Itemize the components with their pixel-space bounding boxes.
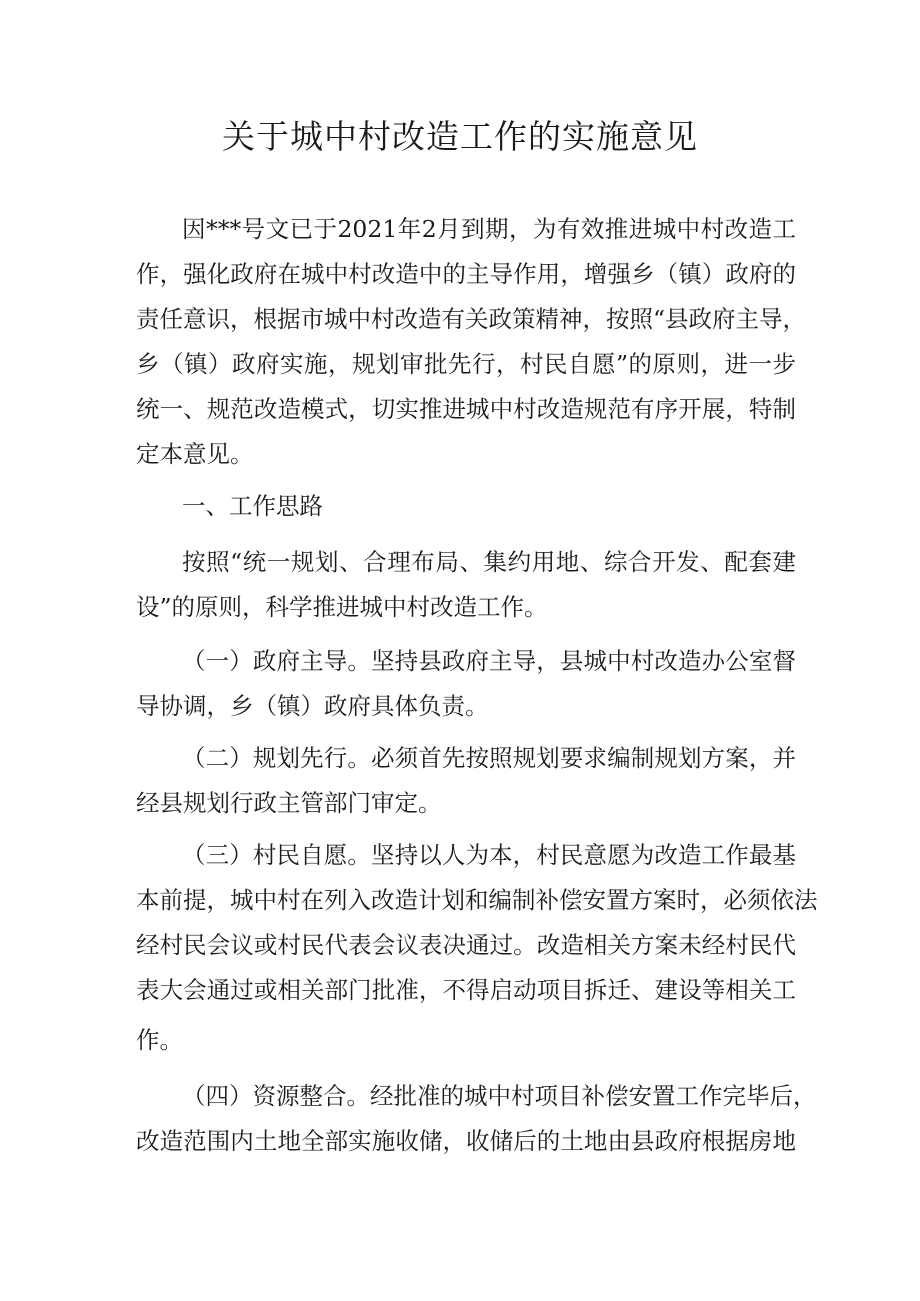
paragraph-line: 表大会通过或相关部门批准，不得启动项目拆迁、建设等相关工 — [136, 976, 796, 1004]
paragraph-line: （四）资源整合。经批准的城中村项目补偿安置工作完毕后， — [182, 1082, 817, 1110]
paragraph-line: 本前提，城中村在列入改造计划和编制补偿安置方案时，必须依法 — [136, 886, 818, 914]
document-title: 关于城中村改造工作的实施意见 — [222, 117, 698, 156]
paragraph-line: 定本意见。 — [136, 440, 254, 468]
paragraph-line: （三）村民自愿。坚持以人为本，村民意愿为改造工作最基 — [182, 841, 796, 869]
paragraph-line: 作，强化政府在城中村改造中的主导作用，增强乡（镇）政府的 — [136, 260, 796, 288]
paragraph-line: 作。 — [136, 1026, 183, 1054]
paragraph-line: （二）规划先行。必须首先按照规划要求编制规划方案，并 — [182, 744, 796, 772]
paragraph-line: 经县规划行政主管部门审定。 — [136, 789, 442, 817]
paragraph-line: 因***号文已于2021年2月到期，为有效推进城中村改造工 — [182, 215, 796, 243]
paragraph-line: 导协调，乡（镇）政府具体负责。 — [136, 692, 489, 720]
section-heading: 一、工作思路 — [182, 492, 323, 520]
paragraph-line: 责任意识，根据市城中村改造有关政策精神，按照“县政府主导， — [136, 305, 807, 333]
paragraph-line: 经村民会议或村民代表会议表决通过。改造相关方案未经村民代 — [136, 931, 796, 959]
paragraph-line: 按照“统一规划、合理布局、集约用地、综合开发、配套建 — [182, 548, 796, 576]
paragraph-line: 设”的原则，科学推进城中村改造工作。 — [136, 593, 548, 621]
paragraph-line: 改造范围内土地全部实施收储，收储后的土地由县政府根据房地 — [136, 1127, 796, 1155]
paragraph-line: 统一、规范改造模式，切实推进城中村改造规范有序开展，特制 — [136, 395, 796, 423]
paragraph-line: 乡（镇）政府实施，规划审批先行，村民自愿”的原则，进一步 — [136, 350, 796, 378]
paragraph-line: （一）政府主导。坚持县政府主导，县城中村改造办公室督 — [182, 647, 796, 675]
